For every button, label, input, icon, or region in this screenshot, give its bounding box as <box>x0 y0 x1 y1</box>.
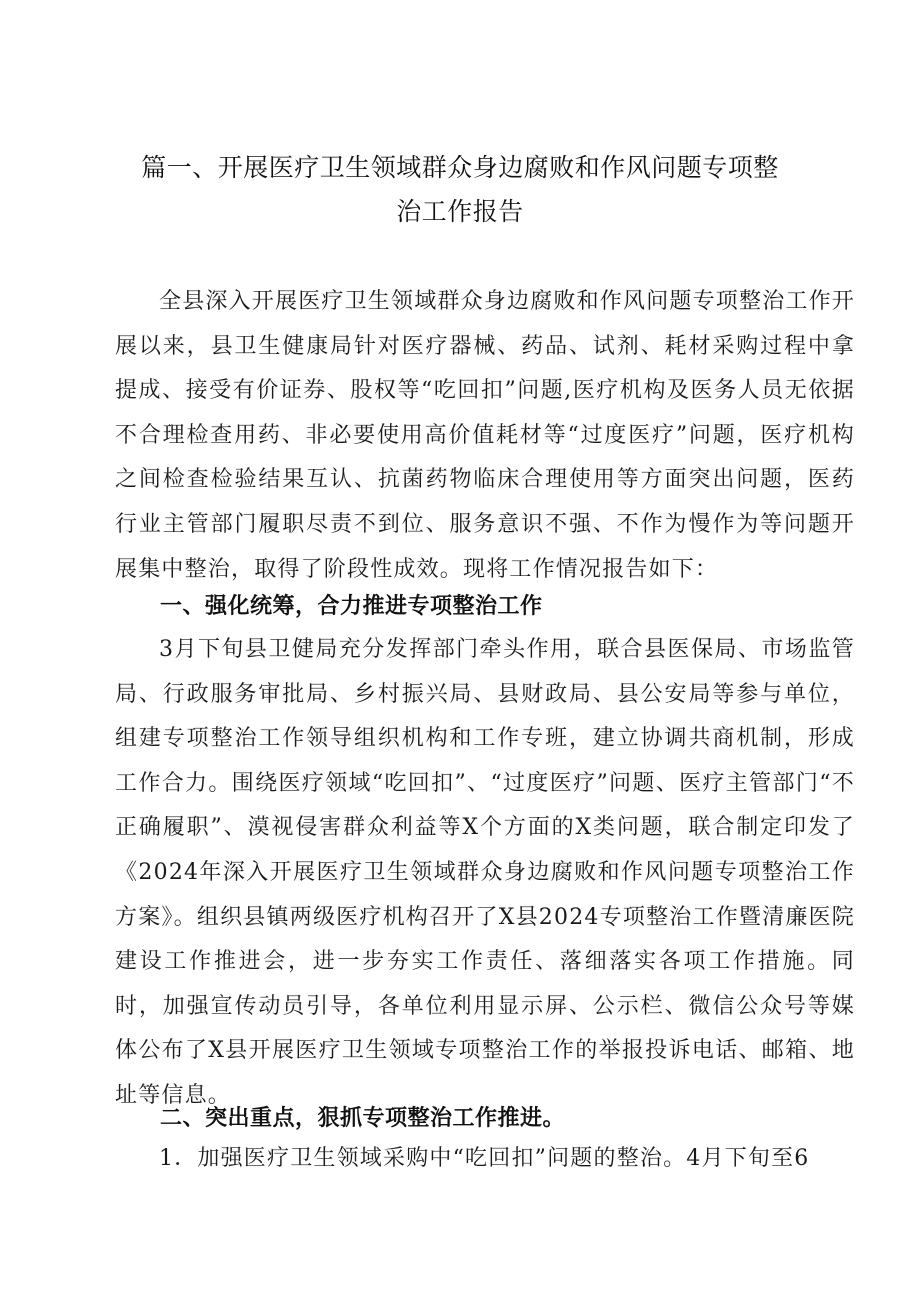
section-2-heading: 二、突出重点，狠抓专项整治工作推进。 <box>160 1106 566 1131</box>
document-title-line-2: 治工作报告 <box>396 197 524 226</box>
intro-paragraph: 全县深入开展医疗卫生领域群众身边腐败和作风问题专项整治工作开展以来，县卫生健康局针对医疗器械、药品、试剂、耗材采购过程中拿提成、接受有价证券、股权等“吃回扣”问题,医疗机构及医务人员无依据不合理检查用药、非必要使用高价值耗材等“过度医疗”问题，医疗机构之间检查检验结果互认、抗菌药物临床合理使用等方面突出问题，医药行业主管部门履职尽责不到位、服务意识不强、不作为慢作为等问题开展集中整治，取得了阶段性成效。现将工作情况报告如下： <box>115 289 856 582</box>
section-2-item-1: 1．加强医疗卫生领域采购中“吃回扣”问题的整治。4月下旬至6 <box>159 1146 810 1171</box>
document-title-line-1: 篇一、开展医疗卫生领域群众身边腐败和作风问题专项整 <box>141 153 779 182</box>
section-1-paragraph: 3月下旬县卫健局充分发挥部门牵头作用，联合县医保局、市场监管局、行政服务审批局、乡村振兴局、县财政局、县公安局等参与单位，组建专项整治工作领导组织机构和工作专班，建立协调共商机制，形成工作合力。围绕医疗领域“吃回扣”、“过度医疗”问题、医疗主管部门“不正确履职”、漠视侵害群众利益等X个方面的X类问题，联合制定印发了《2024年深入开展医疗卫生领域群众身边腐败和作风问题专项整治工作方案》。组织县镇两级医疗机构召开了X县2024专项整治工作暨清廉医院建设工作推进会，进一步夯实工作责任、落细落实各项工作措施。同时，加强宣传动员引导，各单位利用显示屏、公示栏、微信公众号等媒体公布了X县开展医疗卫生领域专项整治工作的举报投诉电话、邮箱、地址等信息。 <box>115 637 855 1108</box>
section-1-heading: 一、强化统筹，合力推进专项整治工作 <box>160 594 543 619</box>
